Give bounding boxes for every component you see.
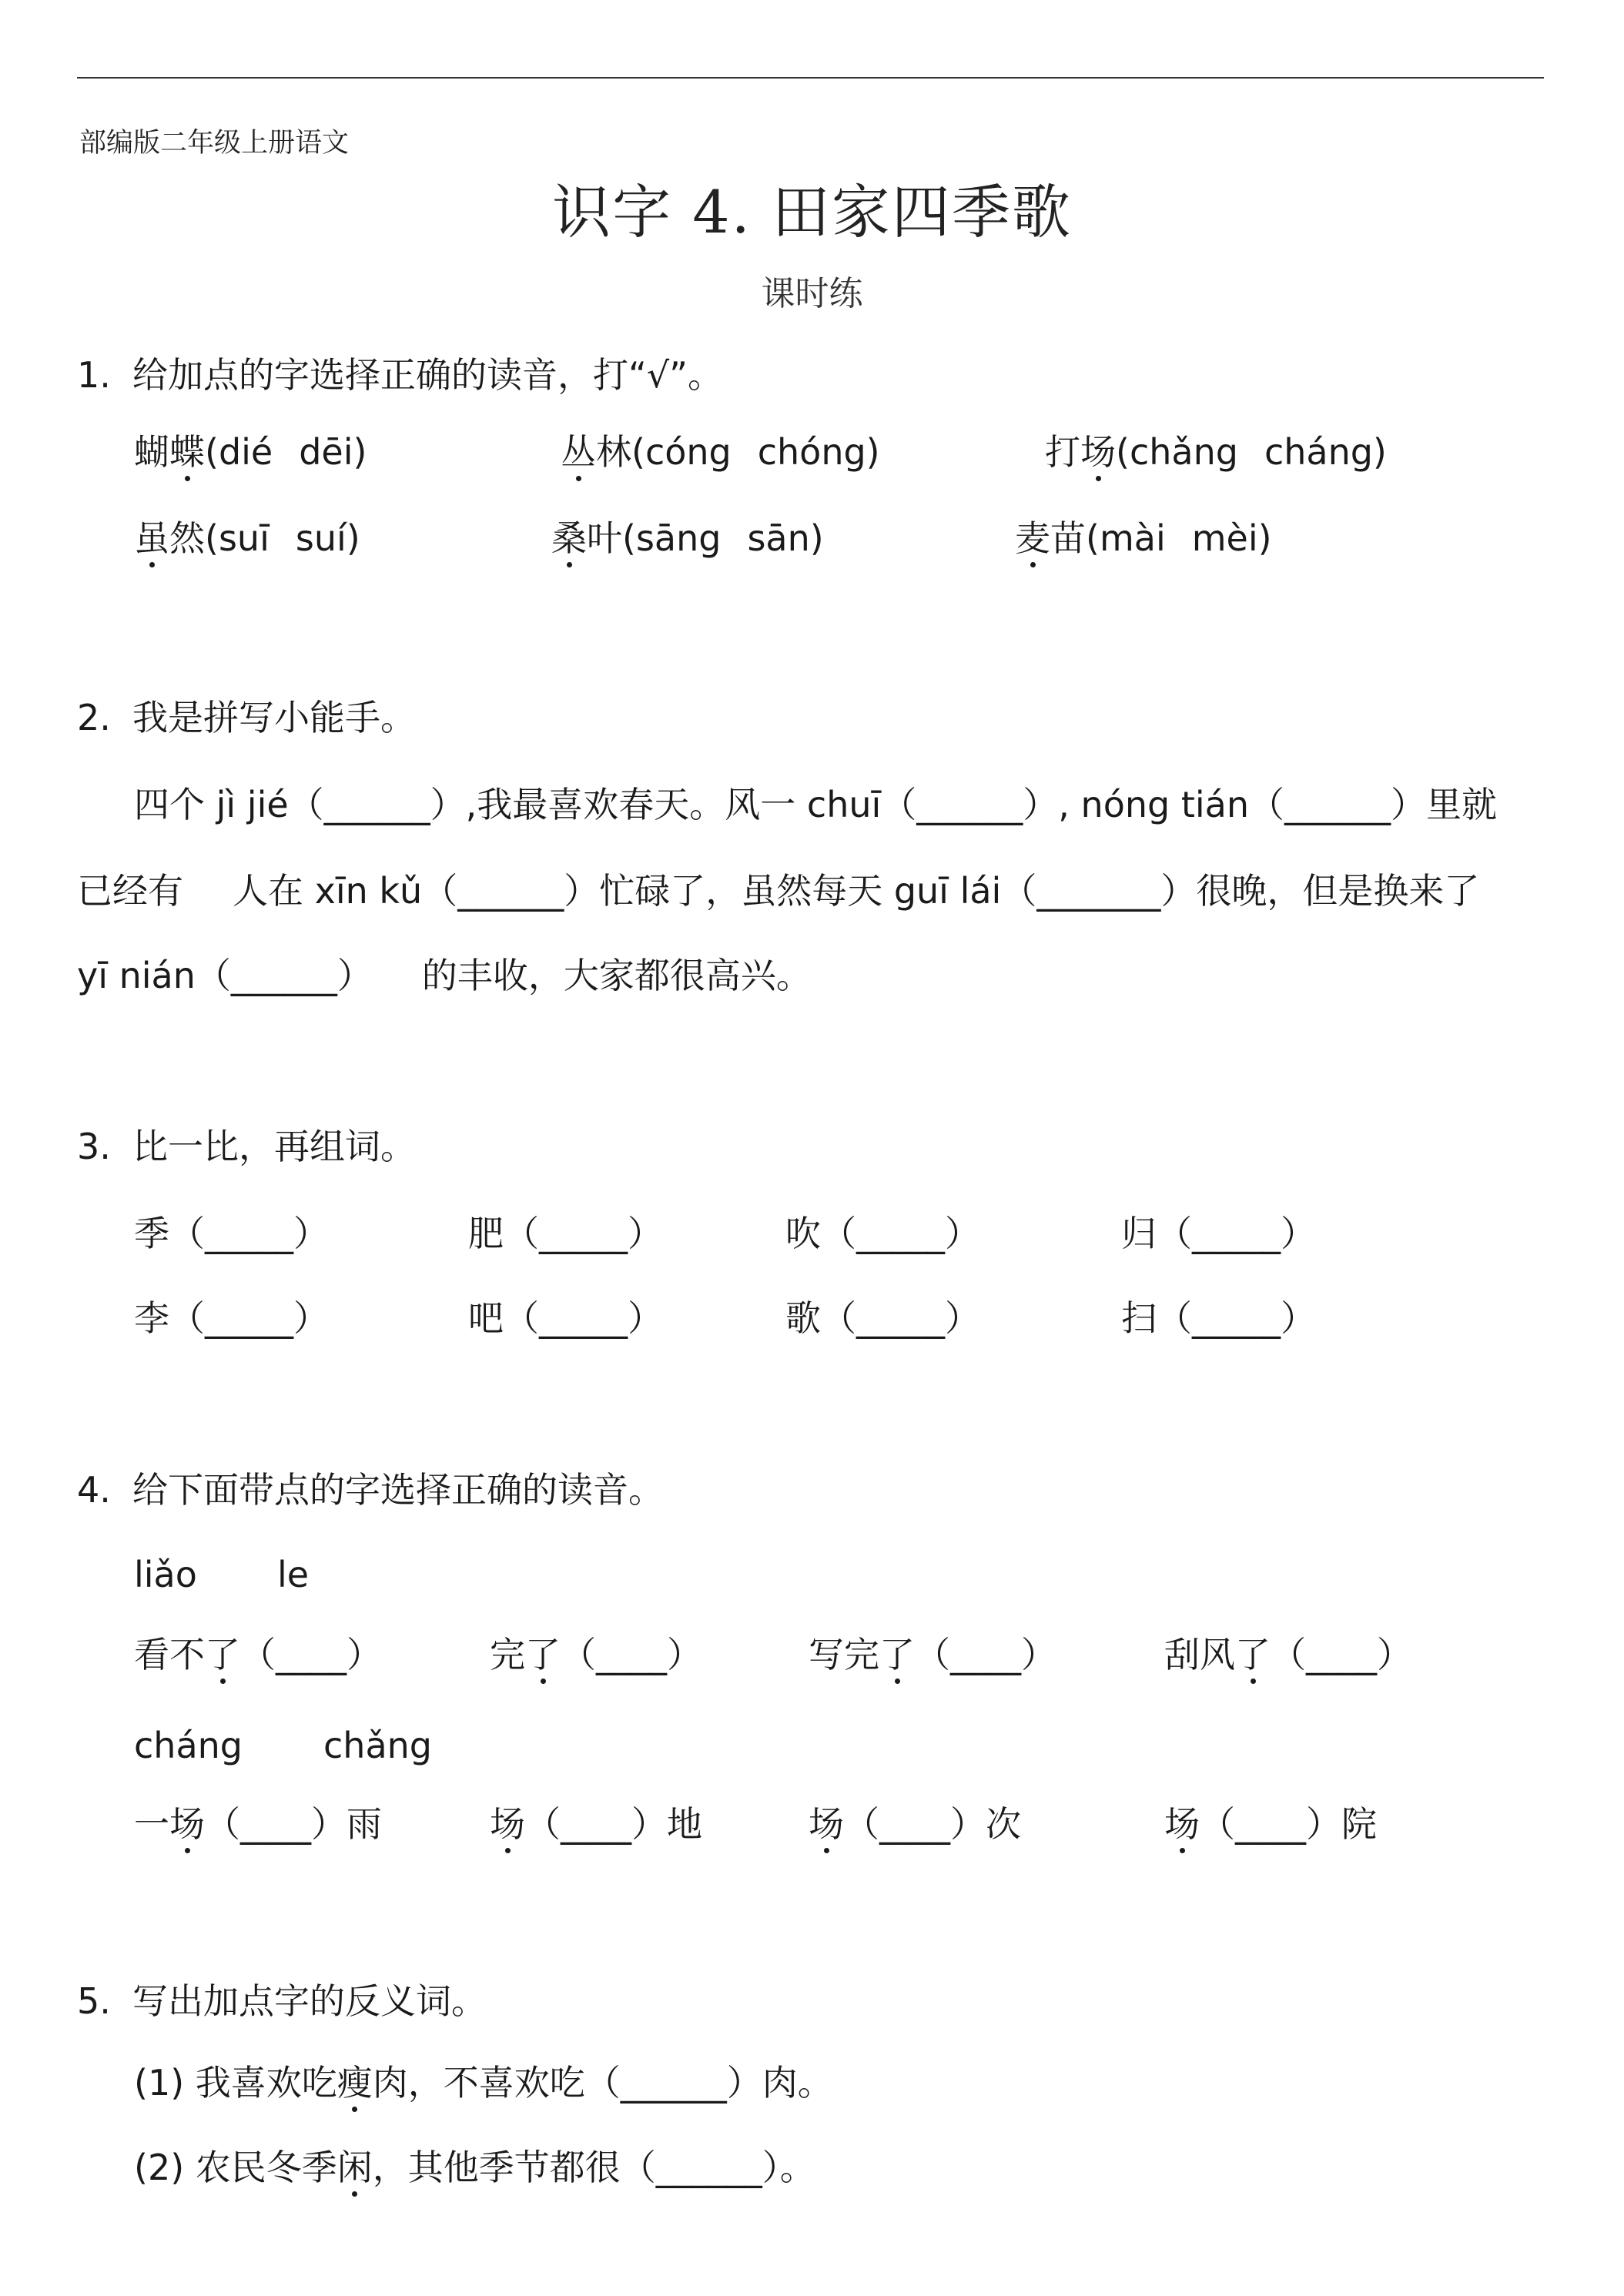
answer-blank: ____ (950, 1634, 1021, 1675)
q4-row1-item-4[interactable]: 刮风了（____） (1164, 1634, 1412, 1675)
q4-row2-item-4[interactable]: 场（____）院 (1164, 1803, 1377, 1845)
answer-blank: _____ (856, 1297, 945, 1339)
header-rule (77, 77, 1544, 79)
q1-item-4[interactable]: 虽然(suī suí) (134, 517, 360, 559)
q1-prompt: 1. 给加点的字选择正确的读音，打“√”。 (77, 354, 723, 396)
answer-blank: ____ (879, 1803, 950, 1845)
answer-blank[interactable]: ______ (655, 2147, 762, 2188)
q4-row2-item-2[interactable]: 场（____）地 (490, 1803, 702, 1845)
q3-row2-item-2[interactable]: 吧（_____） (468, 1297, 663, 1339)
q2-number: 2. (77, 697, 111, 738)
q4-row2-item-1[interactable]: 一场（____）雨 (134, 1803, 382, 1845)
q4-pinyin-option-1a: liǎo (134, 1554, 197, 1595)
q3-row1-item-1[interactable]: 季（_____） (134, 1213, 329, 1254)
q1-item-1[interactable]: 蝴蝶(dié dēi) (134, 431, 367, 473)
answer-blank: _____ (539, 1213, 628, 1254)
dotted-char: 丛 (561, 431, 596, 473)
dotted-char: 麦 (1015, 517, 1050, 559)
answer-blank: ____ (276, 1634, 347, 1675)
answer-blank[interactable]: ______ (230, 955, 337, 996)
q3-row1-item-3[interactable]: 吹（_____） (785, 1213, 980, 1254)
answer-blank[interactable]: _______ (1036, 870, 1161, 912)
answer-blank: ____ (596, 1634, 667, 1675)
page-title: 识字 4. 田家四季歌 (552, 178, 1072, 246)
dotted-char: 场 (809, 1803, 844, 1845)
q4-row1-item-2[interactable]: 完了（____） (490, 1634, 702, 1675)
answer-blank: ____ (561, 1803, 631, 1845)
q1-item-5[interactable]: 桑叶(sāng sān) (551, 517, 824, 559)
answer-blank: _____ (1192, 1297, 1281, 1339)
page-subtitle: 课时练 (761, 274, 863, 313)
answer-blank[interactable]: ______ (1284, 784, 1391, 825)
book-label: 部编版二年级上册语文 (79, 128, 350, 159)
answer-blank: _____ (205, 1297, 293, 1339)
answer-blank: ____ (1235, 1803, 1306, 1845)
q1-item-6[interactable]: 麦苗(mài mèi) (1015, 517, 1272, 559)
q1-number: 1. (77, 354, 111, 396)
q4-row2-item-3[interactable]: 场（____）次 (809, 1803, 1021, 1845)
q4-pinyin-option-1b: le (277, 1554, 310, 1595)
dotted-char: 场 (490, 1803, 525, 1845)
answer-blank: _____ (856, 1213, 945, 1254)
q4-pinyin-option-2a: cháng (134, 1725, 243, 1766)
dotted-char: 桑 (551, 517, 587, 559)
q4-row1-item-1[interactable]: 看不了（____） (134, 1634, 382, 1675)
dotted-char: 了 (879, 1634, 915, 1675)
q5-item-1: (1) 我喜欢吃瘦肉，不喜欢吃（______）肉。 (134, 2062, 833, 2104)
dotted-char: 了 (205, 1634, 240, 1675)
answer-blank: _____ (1192, 1213, 1281, 1254)
answer-blank: ____ (240, 1803, 311, 1845)
q3-row2-item-4[interactable]: 扫（_____） (1121, 1297, 1316, 1339)
answer-blank[interactable]: ______ (323, 784, 430, 825)
dotted-char: 场 (1080, 431, 1116, 473)
answer-blank[interactable]: ______ (457, 870, 564, 912)
q2-passage-line-3: yī nián（______） 的丰收，大家都很高兴。 (77, 955, 812, 996)
q5-prompt: 5. 写出加点字的反义词。 (77, 1980, 487, 2022)
answer-blank: ____ (1306, 1634, 1377, 1675)
q2-passage-line-1: 四个 jì jié（______）,我最喜欢春天。风一 chuī（______）, nóng tián（______）里就 (134, 784, 1497, 825)
dotted-char: 了 (1235, 1634, 1271, 1675)
dotted-char: 了 (525, 1634, 561, 1675)
q1-item-2[interactable]: 丛林(cóng chóng) (561, 431, 880, 473)
q4-prompt: 4. 给下面带点的字选择正确的读音。 (77, 1469, 664, 1511)
q3-row1-item-4[interactable]: 归（_____） (1121, 1213, 1316, 1254)
q4-row1-item-3[interactable]: 写完了（____） (809, 1634, 1056, 1675)
answer-blank[interactable]: ______ (916, 784, 1023, 825)
answer-blank: _____ (205, 1213, 293, 1254)
dotted-char: 闲 (337, 2147, 373, 2188)
answer-blank[interactable]: ______ (620, 2062, 727, 2104)
answer-blank: _____ (539, 1297, 628, 1339)
dotted-char: 蝶 (169, 431, 205, 473)
q4-pinyin-option-2b: chǎng (323, 1725, 432, 1766)
q5-number: 5. (77, 1980, 111, 2022)
q3-row2-item-3[interactable]: 歌（_____） (785, 1297, 980, 1339)
q3-row2-item-1[interactable]: 李（_____） (134, 1297, 329, 1339)
q4-number: 4. (77, 1469, 111, 1511)
q2-prompt: 2. 我是拼写小能手。 (77, 697, 416, 738)
q3-prompt: 3. 比一比，再组词。 (77, 1126, 416, 1167)
dotted-char: 虽 (134, 517, 169, 559)
dotted-char: 场 (169, 1803, 205, 1845)
q5-item-2: (2) 农民冬季闲，其他季节都很（______）。 (134, 2147, 815, 2188)
dotted-char: 瘦 (337, 2062, 373, 2104)
q2-passage-line-2: 已经有 人在 xīn kǔ（______）忙碌了，虽然每天 guī lái（_______）很晚，但是换来了 (77, 870, 1480, 912)
q1-item-3[interactable]: 打场(chǎng cháng) (1045, 431, 1387, 473)
q3-number: 3. (77, 1126, 111, 1167)
q3-row1-item-2[interactable]: 肥（_____） (468, 1213, 663, 1254)
dotted-char: 场 (1164, 1803, 1200, 1845)
